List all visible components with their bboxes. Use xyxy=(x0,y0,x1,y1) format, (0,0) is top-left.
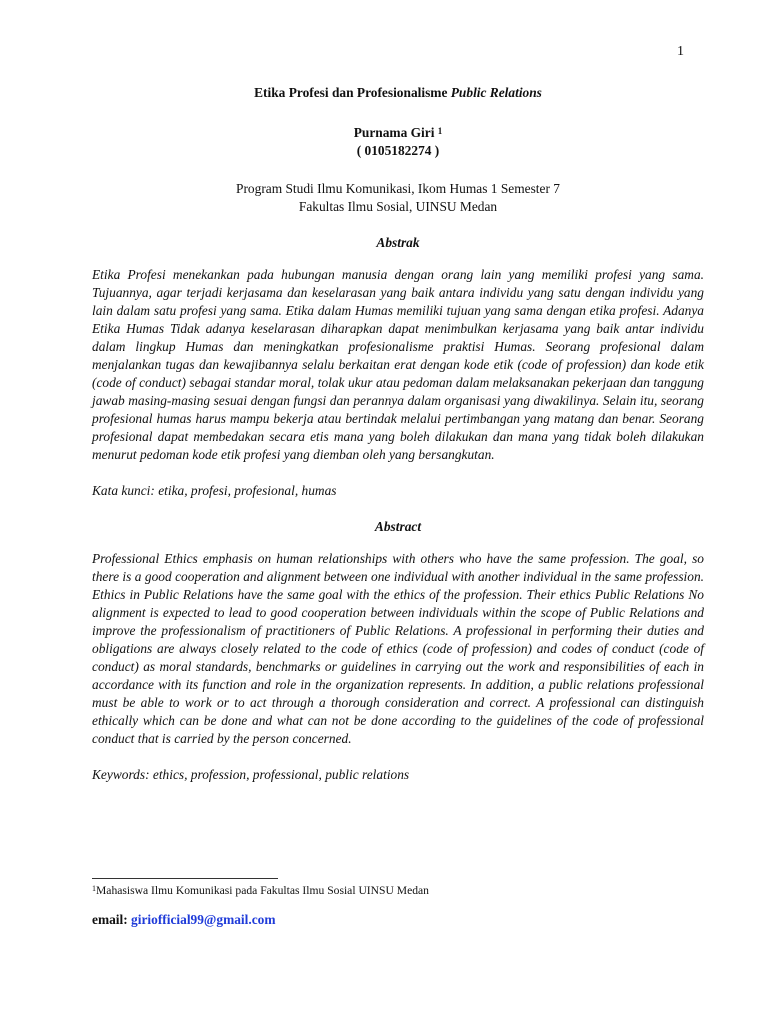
abstrak-body: Etika Profesi menekankan pada hubungan manusia dengan orang lain yang memiliki profesi yang sama. Tujuannya, agar terjadi kerjasama dan keselarasan yang baik antara individu yang satu dengan individu yang lain dalam satu profesi yang sama. Etika dalam Humas memiliki tujuan yang sama dengan etika profesi. Adanya Etika Humas Tidak adanya keselarasan diharapkan dapat menimbulkan kerjasama yang baik antar individu dalam lingkup Humas dan meningkatkan profesionalisme praktisi Humas. Seorang profesional dalam menjalankan tugas dan kewajibannya selalu berkaitan erat dengan kode etik (code of profession) dan kode etik (code of conduct) sebagai standar moral, tolak ukur atau pedoman dalam melaksanakan pekerjaan dan tanggung jawab masing-masing sesuai dengan fungsi dan perannya dalam organisasi yang diwakilinya. Selain itu, seorang profesional humas harus mampu bekerja atau bertindak melalui pertimbangan yang matang dan benar. Seorang profesional dapat membedakan secara etis mana yang boleh dilakukan dan mana yang tidak boleh dilakukan menurut pedoman kode etik profesi yang diemban oleh yang bersangkutan. xyxy=(92,267,704,462)
affiliation-program: Program Studi Ilmu Komunikasi, Ikom Humas 1 Semester 7 xyxy=(236,181,560,196)
email-label: email: xyxy=(92,912,132,927)
footnote-mark: 1 xyxy=(92,884,96,893)
affiliation-faculty: Fakultas Ilmu Sosial, UINSU Medan xyxy=(298,199,498,214)
author-name: Purnama Giri xyxy=(353,125,435,140)
author-footnote-mark[interactable]: 1 xyxy=(437,126,443,136)
contact-line xyxy=(92,912,276,928)
affiliation-block xyxy=(92,180,704,216)
keywords: Keywords: ethics, profession, professional, public relations xyxy=(92,767,410,782)
abstrak-heading: Abstrak xyxy=(376,235,420,250)
paper-title-main: Etika Profesi dan Profesionalisme xyxy=(254,85,451,100)
page-number: 1 xyxy=(677,44,684,59)
abstract-heading: Abstract xyxy=(374,519,422,534)
footnote-divider xyxy=(92,878,278,879)
paper-title xyxy=(92,84,704,102)
abstract-body: Professional Ethics emphasis on human relationships with others who have the same profession. The goal, so there is a good cooperation and alignment between one individual with another individual in the same profession. Ethics in Public Relations have the same goal with the ethics of the profession. Their ethics Public Relations No alignment is expected to lead to good cooperation between individuals within the scope of Public Relations and improve the professionalism of practitioners of Public Relations. A professional in performing their duties and obligations are always closely related to the code of ethics (code of profession) and codes of conduct (code of conduct) as moral standards, benchmarks or guidelines in carrying out the work and responsibilities of each in accordance with its function and role in the organization represents. In addition, a public relations professional must be able to work or to act through a thorough consideration and correct. A professional can distinguish ethically which can be done and what can not be done according to the guidelines of the code of professional conduct that is carried by the person concerned. xyxy=(92,551,704,746)
author-name-line xyxy=(92,124,704,142)
footnote-text: Mahasiswa Ilmu Komunikasi pada Fakultas Ilmu Sosial UINSU Medan xyxy=(96,884,429,897)
author-block xyxy=(92,124,704,160)
paper-title-italic: Public Relations xyxy=(450,85,542,100)
author-id: ( 0105182274 ) xyxy=(356,143,440,158)
email-link[interactable]: giriofficial99@gmail.com xyxy=(131,912,276,927)
kata-kunci: Kata kunci: etika, profesi, profesional, humas xyxy=(92,483,337,498)
footnote xyxy=(92,884,429,897)
paper-body xyxy=(92,84,704,802)
